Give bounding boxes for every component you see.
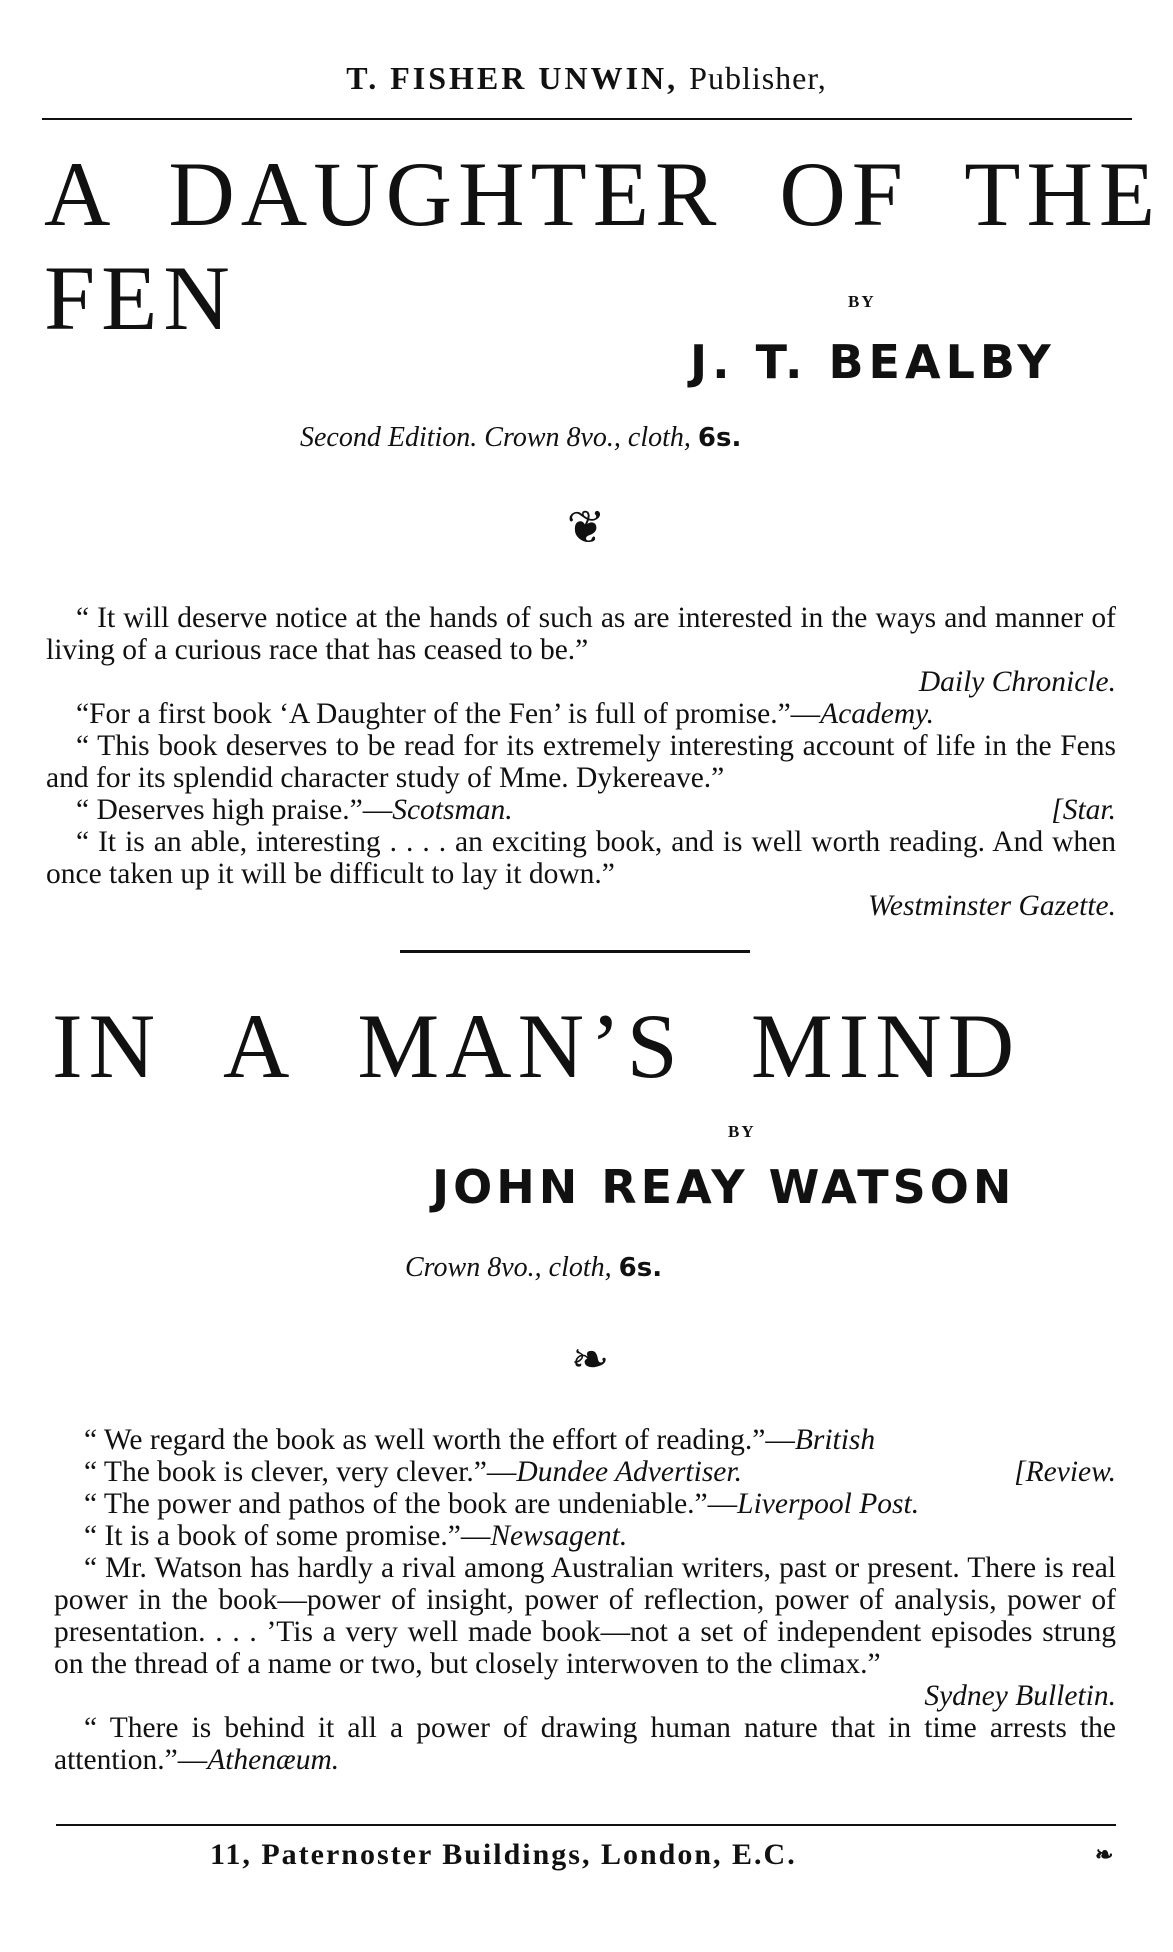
review-daily-chronicle: “ It will deserve notice at the hands of such as are interested in the ways and manner of living of a curious race that has ceased to be.”: [46, 602, 1116, 666]
review-source: Sydney Bulletin.: [924, 1680, 1116, 1712]
publisher-header: [0, 60, 1173, 97]
book1-by: BY: [848, 292, 876, 311]
review-sydney: “ Mr. Watson has hardly a rival among Australian writers, past or present. There is real power in the book—power of insight, power of reflection, power of analysis, power of presentation. . . . ’Tis a very well made book—not a set of independent episodes strung on the thread of a name or two, but closely interwoven to the climax.”: [54, 1552, 1116, 1680]
publisher-role: Publisher,: [689, 60, 827, 96]
review-text: “ Deserves high praise.”—: [76, 794, 393, 826]
review-text: “ We regard the book as well worth the effort of reading.”—: [84, 1424, 795, 1456]
book2-title: IN A MAN’S MIND: [52, 995, 1021, 1097]
header-rule: [42, 118, 1132, 120]
book1-price: 6s.: [697, 423, 742, 453]
review-text: “For a first book ‘A Daughter of the Fen’ is full of promise.”—: [76, 698, 821, 730]
publisher-name: T. FISHER UNWIN,: [346, 60, 679, 96]
review-scotsman: [46, 794, 1116, 826]
review-source: Daily Chronicle.: [918, 666, 1116, 698]
leaf-ornament-icon: ❧: [570, 1334, 610, 1385]
review-source: Scotsman.: [392, 794, 513, 826]
review-source: Liverpool Post.: [737, 1488, 920, 1520]
book2-by: BY: [728, 1122, 756, 1141]
review-academy: [46, 698, 1116, 730]
review-source-star: [Star.: [1051, 794, 1116, 826]
book2-price: 6s.: [618, 1253, 663, 1283]
section-divider: [400, 950, 750, 953]
review-text: “ The book is clever, very clever.”—: [84, 1456, 517, 1488]
review-source: Newsagent.: [490, 1520, 628, 1552]
review-source-review: [Review.: [1014, 1456, 1116, 1488]
review-text: “ The power and pathos of the book are undeniable.”—: [84, 1488, 738, 1520]
book1-edition-text: Second Edition. Crown 8vo., cloth,: [300, 422, 691, 453]
footer-address: 11, Paternoster Buildings, London, E.C.: [210, 1838, 797, 1871]
book2-edition: [405, 1252, 662, 1284]
book2-author: JOHN REAY WATSON: [432, 1160, 1016, 1214]
book1-edition: [300, 422, 741, 454]
review-source: Dundee Advertiser.: [516, 1456, 742, 1488]
flower-ornament-icon: ❦: [566, 502, 606, 553]
book2-reviews: [54, 1424, 1116, 1776]
review-newsagent: [54, 1520, 1116, 1552]
review-dundee: [54, 1456, 1116, 1488]
review-source: British: [794, 1424, 876, 1456]
review-text: “ It is a book of some promise.”—: [84, 1520, 491, 1552]
review-source: Academy.: [820, 698, 935, 730]
review-star: “ This book deserves to be read for its extremely interesting account of life in the Fens and for its splendid character study of Mme. Dykereave.”: [46, 730, 1116, 794]
book1-author: J. T. BEALBY: [690, 335, 1056, 389]
book1-title-line2: FEN: [44, 247, 236, 349]
footer-rule: [56, 1824, 1116, 1826]
review-british: [54, 1424, 1116, 1456]
review-source: Westminster Gazette.: [868, 890, 1116, 922]
book2-edition-text: Crown 8vo., cloth,: [405, 1252, 612, 1283]
printer-mark-icon: ❧: [1095, 1842, 1114, 1867]
review-liverpool: [54, 1488, 1116, 1520]
book1-title-line1: A DAUGHTER OF THE: [44, 143, 1162, 245]
review-text: “ There is behind it all a power of drawing human nature that in time arrests the attention.”—: [54, 1712, 1116, 1776]
review-athenaeum: [54, 1712, 1116, 1776]
review-westminster: “ It is an able, interesting . . . . an exciting book, and is well worth reading. And when once taken up it will be difficult to lay it down.”: [46, 826, 1116, 890]
review-source: Athenæum.: [207, 1744, 340, 1776]
book1-reviews: [46, 602, 1116, 922]
